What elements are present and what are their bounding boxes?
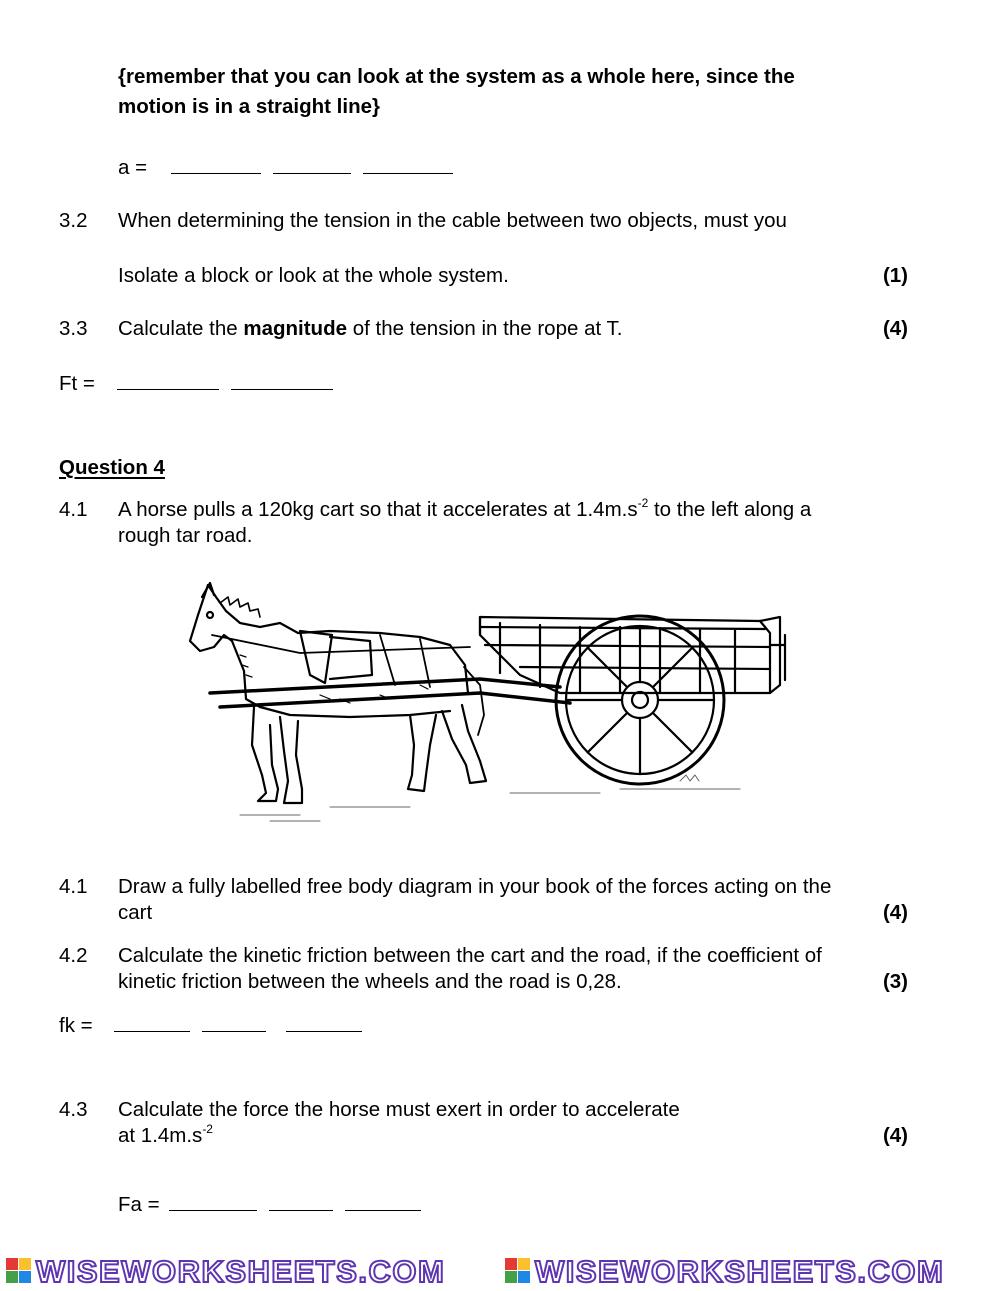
fa-blank-1[interactable] bbox=[169, 1192, 257, 1211]
a-answer-label: a = bbox=[118, 156, 148, 179]
fk-blank-1[interactable] bbox=[114, 1013, 190, 1032]
ft-answer-row bbox=[59, 371, 345, 396]
q4-1-intro-text-before: A horse pulls a 120kg cart so that it accelerates at 1.4m.s bbox=[118, 498, 638, 521]
ft-blank-1[interactable] bbox=[117, 371, 219, 390]
q3-3-marks: (4) bbox=[882, 317, 908, 340]
q4-1-intro-text-2: rough tar road. bbox=[118, 524, 253, 547]
q4-1-intro-text bbox=[118, 498, 811, 522]
fa-answer-row bbox=[118, 1192, 433, 1217]
ft-answer-label: Ft = bbox=[59, 372, 95, 395]
a-blank-1[interactable] bbox=[171, 155, 261, 174]
q4-3-sup: -2 bbox=[202, 1122, 213, 1136]
horse-cart-illustration bbox=[180, 575, 790, 835]
q4-2-number: 4.2 bbox=[59, 944, 88, 967]
q4-3-text-2 bbox=[118, 1124, 213, 1148]
cart-wheel bbox=[556, 616, 724, 784]
question-4-heading-text: Question 4 bbox=[59, 456, 165, 479]
q3-3-text bbox=[118, 317, 622, 341]
q4-2-text: Calculate the kinetic friction between the cart and the road, if the coefficient of bbox=[118, 944, 822, 967]
cart-body bbox=[480, 617, 785, 693]
reminder-line-2: motion is in a straight line} bbox=[118, 95, 380, 118]
q4-3-text-2-before: at 1.4m.s bbox=[118, 1124, 203, 1147]
q3-2-text-2: Isolate a block or look at the whole system. bbox=[118, 264, 509, 287]
q4-3-number: 4.3 bbox=[59, 1098, 88, 1121]
a-blank-3[interactable] bbox=[363, 155, 453, 174]
fk-blank-3[interactable] bbox=[286, 1013, 362, 1032]
q3-2-number: 3.2 bbox=[59, 209, 88, 232]
ft-blank-2[interactable] bbox=[231, 371, 333, 390]
q3-2-text: When determining the tension in the cable between two objects, must you bbox=[118, 209, 787, 232]
question-4-heading bbox=[59, 456, 165, 480]
q4-1-number: 4.1 bbox=[59, 875, 88, 898]
q4-1-text-2: cart bbox=[118, 901, 153, 924]
fa-blank-3[interactable] bbox=[345, 1192, 421, 1211]
q4-1-intro-text-after: to the left along a bbox=[648, 498, 812, 521]
q4-2-marks: (3) bbox=[882, 970, 908, 993]
q3-3-text-before: Calculate the bbox=[118, 317, 244, 340]
q4-3-marks: (4) bbox=[882, 1124, 908, 1147]
footer-brand-2: WISEWORKSHEETS.COM bbox=[535, 1254, 945, 1289]
q4-1-intro-sup: -2 bbox=[637, 496, 649, 510]
q4-1-marks: (4) bbox=[882, 901, 908, 924]
reminder-line-1: {remember that you can look at the system as a whole here, since the bbox=[118, 65, 795, 88]
q4-1-text: Draw a fully labelled free body diagram in your book of the forces acting on the bbox=[118, 875, 832, 898]
q3-3-text-after: of the tension in the rope at T. bbox=[347, 317, 623, 340]
footer-logo-1 bbox=[6, 1258, 31, 1283]
a-answer-row bbox=[118, 155, 465, 180]
q4-1-intro-number: 4.1 bbox=[59, 498, 88, 521]
fk-blank-2[interactable] bbox=[202, 1013, 266, 1032]
ground-shading bbox=[240, 775, 740, 821]
a-blank-2[interactable] bbox=[273, 155, 351, 174]
q3-3-text-bold: magnitude bbox=[243, 317, 348, 340]
q4-3-text: Calculate the force the horse must exert in order to accelerate bbox=[118, 1098, 680, 1121]
q3-2-marks: (1) bbox=[882, 264, 908, 287]
q3-3-number: 3.3 bbox=[59, 317, 88, 340]
fa-answer-label: Fa = bbox=[118, 1193, 160, 1216]
cart-shafts bbox=[210, 679, 570, 707]
fk-answer-row bbox=[59, 1013, 374, 1038]
footer-brand-1: WISEWORKSHEETS.COM bbox=[36, 1254, 446, 1289]
fk-answer-label: fk = bbox=[59, 1014, 93, 1037]
wiseworksheets-footer bbox=[0, 1252, 1000, 1291]
footer-logo-2 bbox=[505, 1258, 530, 1283]
q4-2-text-2: kinetic friction between the wheels and the road is 0,28. bbox=[118, 970, 622, 993]
fa-blank-2[interactable] bbox=[269, 1192, 333, 1211]
